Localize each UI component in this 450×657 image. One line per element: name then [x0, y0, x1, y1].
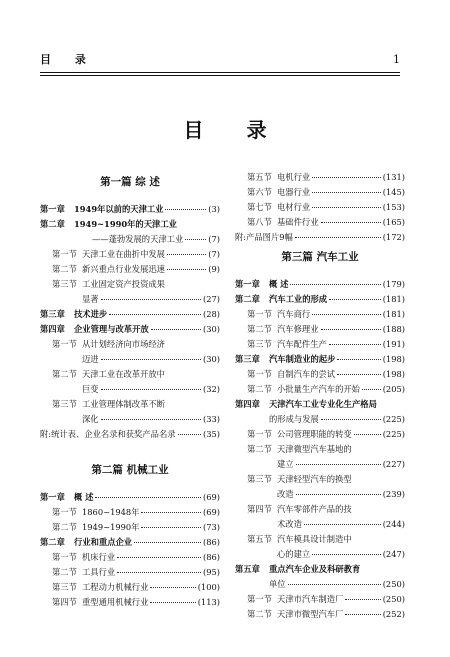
entry-page: (244)	[382, 519, 405, 529]
entry-label: 第六节	[247, 187, 272, 197]
dot-leader	[141, 527, 201, 528]
entry-page: (225)	[382, 414, 405, 424]
dot-leader	[329, 299, 381, 300]
entry-title-continued: 术改造	[277, 519, 302, 529]
appendix-entry	[235, 230, 405, 245]
dot-leader	[288, 584, 381, 585]
entry-page: (179)	[382, 279, 405, 289]
dot-leader	[290, 284, 381, 285]
dot-leader	[167, 254, 206, 255]
dot-leader	[150, 602, 196, 603]
entry-label: 第三节	[247, 474, 272, 484]
entry-title: 汽车制造业的起步	[269, 354, 336, 364]
entry-title: 附:统计表、企业名录和获奖产品名录	[40, 429, 176, 439]
entry-label: 第一节	[247, 309, 272, 319]
entry-page: (86)	[202, 537, 220, 547]
chapter-entry	[235, 397, 405, 427]
entry-label: 第五节	[247, 172, 272, 182]
section-entry	[40, 397, 220, 427]
entry-title: 天津工业在改革开放中	[82, 369, 165, 379]
entry-title: 基础件行业	[277, 217, 319, 227]
chapter-entry	[40, 535, 220, 550]
entry-label: 第一节	[52, 507, 77, 517]
entry-label: 第二节	[52, 522, 77, 532]
entry-title-continued: 心的建立	[277, 549, 311, 559]
entry-label: 第一节	[247, 594, 272, 604]
entry-title: 电机行业	[277, 172, 311, 182]
entry-label: 第一节	[52, 552, 77, 562]
entry-title: 天津市微型汽车厂	[277, 609, 344, 619]
entry-label: 第二章	[40, 537, 65, 547]
header-rule-thick	[40, 72, 400, 73]
section-entry	[40, 262, 220, 277]
entry-title-continued: 深化	[82, 414, 99, 424]
entry-label: 第四章	[40, 324, 65, 334]
entry-page: (131)	[382, 172, 405, 182]
entry-title-continued: 巨变	[82, 384, 99, 394]
dot-leader	[141, 512, 201, 513]
header-rule-thin	[40, 75, 400, 76]
entry-label: 第五节	[247, 534, 272, 544]
section-entry	[40, 565, 220, 580]
part-heading: 第二篇 机械工业	[91, 464, 169, 476]
entry-title: 附:产品图片9幅	[235, 232, 293, 242]
section-entry	[235, 337, 405, 352]
entry-title: 小批量生产汽车的开始	[277, 384, 360, 394]
section-entry	[40, 277, 220, 307]
entry-title: 汽车工业的形成	[269, 294, 328, 304]
dot-leader	[337, 374, 381, 375]
entry-label: 第三节	[52, 279, 77, 289]
dot-leader	[150, 587, 196, 588]
entry-label: 第一节	[52, 339, 77, 349]
dot-leader	[178, 434, 201, 435]
entry-page: (239)	[382, 489, 405, 499]
entry-title: 1860~1948年	[82, 507, 140, 517]
entry-title: 汽车配件生产	[277, 339, 327, 349]
section-entry	[235, 427, 405, 442]
entry-label: 第八节	[247, 217, 272, 227]
section-entry	[235, 307, 405, 322]
entry-page: (181)	[382, 309, 405, 319]
dot-leader	[312, 207, 381, 208]
entry-page: (165)	[382, 217, 405, 227]
section-entry	[235, 382, 405, 397]
entry-label: 第四节	[52, 597, 77, 607]
section-entry	[40, 520, 220, 535]
entry-title-continued: ——蓬勃发展的天津工业	[92, 234, 184, 244]
section-entry	[235, 472, 405, 502]
entry-label: 第一章	[40, 204, 65, 214]
entry-title: 汽车商行	[277, 309, 311, 319]
entry-title: 概 述	[269, 279, 289, 289]
section-entry	[40, 247, 220, 262]
entry-page: (86)	[202, 552, 220, 562]
entry-page: (250)	[382, 579, 405, 589]
entry-label: 第三节	[52, 399, 77, 409]
dot-leader	[312, 192, 381, 193]
dot-leader	[329, 344, 381, 345]
entry-page: (9)	[208, 264, 220, 274]
entry-label: 第一章	[235, 279, 260, 289]
entry-title: 工具行业	[82, 567, 116, 577]
entry-page: (95)	[202, 567, 220, 577]
section-entry	[235, 592, 405, 607]
dot-leader	[296, 494, 381, 495]
dot-leader	[151, 329, 201, 330]
entry-title: 自制汽车的尝试	[277, 369, 336, 379]
entry-title: 汽车模具设计制造中	[277, 534, 352, 544]
entry-page: (30)	[202, 354, 220, 364]
entry-label: 第二章	[235, 294, 260, 304]
entry-title: 天津微型汽车基地的	[277, 444, 352, 454]
chapter-entry	[40, 217, 220, 247]
entry-page: (113)	[197, 597, 220, 607]
running-head	[40, 52, 400, 68]
entry-label: 第一节	[52, 249, 77, 259]
dot-leader	[109, 314, 201, 315]
entry-page: (32)	[202, 384, 220, 394]
entry-page: (188)	[382, 324, 405, 334]
entry-label: 第三章	[40, 309, 65, 319]
entry-title: 技术进步	[74, 309, 108, 319]
entry-label: 第二节	[52, 264, 77, 274]
entry-page: (191)	[382, 339, 405, 349]
entry-title: 企业管理与改革开放	[74, 324, 149, 334]
entry-title: 电材行业	[277, 202, 311, 212]
entry-page: (27)	[202, 294, 220, 304]
entry-page: (3)	[208, 204, 220, 214]
entry-title: 1949~1990年	[82, 522, 140, 532]
entry-title: 概 述	[74, 492, 94, 502]
dot-leader	[345, 614, 381, 615]
entry-label: 第四节	[247, 504, 272, 514]
dot-leader	[101, 389, 201, 390]
entry-title: 公司管理职能的转变	[277, 429, 352, 439]
entry-title: 电器行业	[277, 187, 311, 197]
entry-label: 第二节	[247, 324, 272, 334]
entry-label: 第一节	[247, 429, 272, 439]
entry-page: (153)	[382, 202, 405, 212]
dot-leader	[167, 269, 206, 270]
entry-page: (198)	[382, 369, 405, 379]
entry-page: (181)	[382, 294, 405, 304]
chapter-entry	[40, 490, 220, 505]
entry-page: (33)	[202, 414, 220, 424]
entry-title: 工程动力机械行业	[82, 582, 149, 592]
entry-title: 1949年以前的天津工业	[74, 204, 164, 214]
entry-page: (225)	[382, 429, 405, 439]
entry-page: (198)	[382, 354, 405, 364]
section-entry	[40, 367, 220, 397]
entry-page: (30)	[202, 324, 220, 334]
dot-leader	[321, 419, 381, 420]
entry-title-continued: 显著	[82, 294, 99, 304]
entry-title: 工业管理体制改革不断	[82, 399, 165, 409]
part-heading: 第一篇 综 述	[100, 176, 160, 188]
entry-page: (35)	[202, 429, 220, 439]
entry-title: 行业和重点企业	[74, 537, 133, 547]
dot-leader	[101, 419, 201, 420]
dot-leader	[295, 237, 381, 238]
chapter-entry	[235, 562, 405, 592]
dot-leader	[354, 434, 381, 435]
dot-leader	[296, 464, 381, 465]
chapter-entry	[235, 277, 405, 292]
entry-title-continued: 迈进	[82, 354, 99, 364]
dot-leader	[304, 524, 381, 525]
entry-title: 汽车零部件产品的技	[277, 504, 352, 514]
section-entry	[235, 185, 405, 200]
section-entry	[235, 200, 405, 215]
entry-label: 第一章	[40, 492, 65, 502]
dot-leader	[101, 299, 201, 300]
entry-title: 新兴重点行业发展迅速	[82, 264, 165, 274]
entry-title: 天津市汽车制造厂	[277, 594, 344, 604]
entry-title-continued: 的形成与发展	[269, 414, 319, 424]
entry-page: (69)	[202, 492, 220, 502]
dot-leader	[312, 314, 381, 315]
dot-leader	[101, 359, 201, 360]
entry-label: 第三节	[247, 339, 272, 349]
section-entry	[235, 607, 405, 622]
entry-page: (250)	[382, 594, 405, 604]
section-entry	[40, 550, 220, 565]
part-heading: 第三篇 汽车工业	[281, 251, 359, 263]
dot-leader	[165, 209, 206, 210]
entry-page: (7)	[208, 249, 220, 259]
entry-label: 第二节	[52, 369, 77, 379]
entry-label: 第二节	[247, 609, 272, 619]
running-head-title: 目 录	[40, 53, 96, 66]
entry-label: 第七节	[247, 202, 272, 212]
dot-leader	[312, 177, 381, 178]
section-entry	[235, 502, 405, 532]
dot-leader	[117, 572, 201, 573]
chapter-entry	[40, 322, 220, 337]
entry-title: 汽车修理业	[277, 324, 319, 334]
entry-label: 第三节	[52, 582, 77, 592]
chapter-entry	[40, 307, 220, 322]
entry-page: (172)	[382, 232, 405, 242]
chapter-entry	[235, 292, 405, 307]
entry-title: 工业固定资产投资成果	[82, 279, 165, 289]
entry-page: (100)	[197, 582, 220, 592]
entry-page: (252)	[382, 609, 405, 619]
toc-left-column	[40, 170, 220, 610]
entry-label: 第二章	[40, 219, 65, 229]
section-entry	[40, 505, 220, 520]
section-entry	[235, 367, 405, 382]
entry-title-continued: 改造	[277, 489, 294, 499]
entry-page: (69)	[202, 507, 220, 517]
entry-title: 重型通用机械行业	[82, 597, 149, 607]
dot-leader	[95, 497, 201, 498]
dot-leader	[362, 389, 381, 390]
entry-label: 第二节	[52, 567, 77, 577]
entry-label: 第三章	[235, 354, 260, 364]
entry-title: 从计划经济向市场经济	[82, 339, 165, 349]
page-title: 目 录	[183, 118, 285, 142]
dot-leader	[134, 542, 201, 543]
entry-label: 第二节	[247, 384, 272, 394]
chapter-entry	[40, 202, 220, 217]
section-entry	[235, 170, 405, 185]
section-entry	[40, 595, 220, 610]
dot-leader	[117, 557, 201, 558]
entry-title-continued: 建立	[277, 459, 294, 469]
dot-leader	[321, 329, 381, 330]
dot-leader	[345, 599, 381, 600]
appendix-entry	[40, 427, 220, 442]
entry-title: 天津汽车工业专业化生产格局	[269, 399, 377, 409]
entry-title: 机床行业	[82, 552, 116, 562]
entry-page: (247)	[382, 549, 405, 559]
dot-leader	[312, 554, 381, 555]
entry-label: 第五章	[235, 564, 260, 574]
dot-leader	[321, 222, 381, 223]
entry-title: 天津工业在曲折中发展	[82, 249, 165, 259]
section-entry	[235, 532, 405, 562]
entry-title: 重点汽车企业及科研教育	[269, 564, 361, 574]
entry-page: (227)	[382, 459, 405, 469]
dot-leader	[185, 239, 206, 240]
section-entry	[235, 322, 405, 337]
chapter-entry	[235, 352, 405, 367]
entry-title: 天津轻型汽车的换型	[277, 474, 352, 484]
entry-label: 第四章	[235, 399, 260, 409]
entry-page: (205)	[382, 384, 405, 394]
entry-title-continued: 单位	[269, 579, 286, 589]
section-entry	[40, 337, 220, 367]
section-entry	[235, 442, 405, 472]
entry-label: 第二节	[247, 444, 272, 454]
entry-page: (28)	[202, 309, 220, 319]
section-entry	[40, 580, 220, 595]
toc-right-column	[235, 170, 405, 622]
entry-page: (73)	[202, 522, 220, 532]
entry-page: (7)	[208, 234, 220, 244]
dot-leader	[337, 359, 381, 360]
entry-title: 1949~1990年的天津工业	[74, 219, 177, 229]
entry-page: (145)	[382, 187, 405, 197]
section-entry	[235, 215, 405, 230]
entry-label: 第一节	[247, 369, 272, 379]
page-number: 1	[393, 53, 400, 66]
